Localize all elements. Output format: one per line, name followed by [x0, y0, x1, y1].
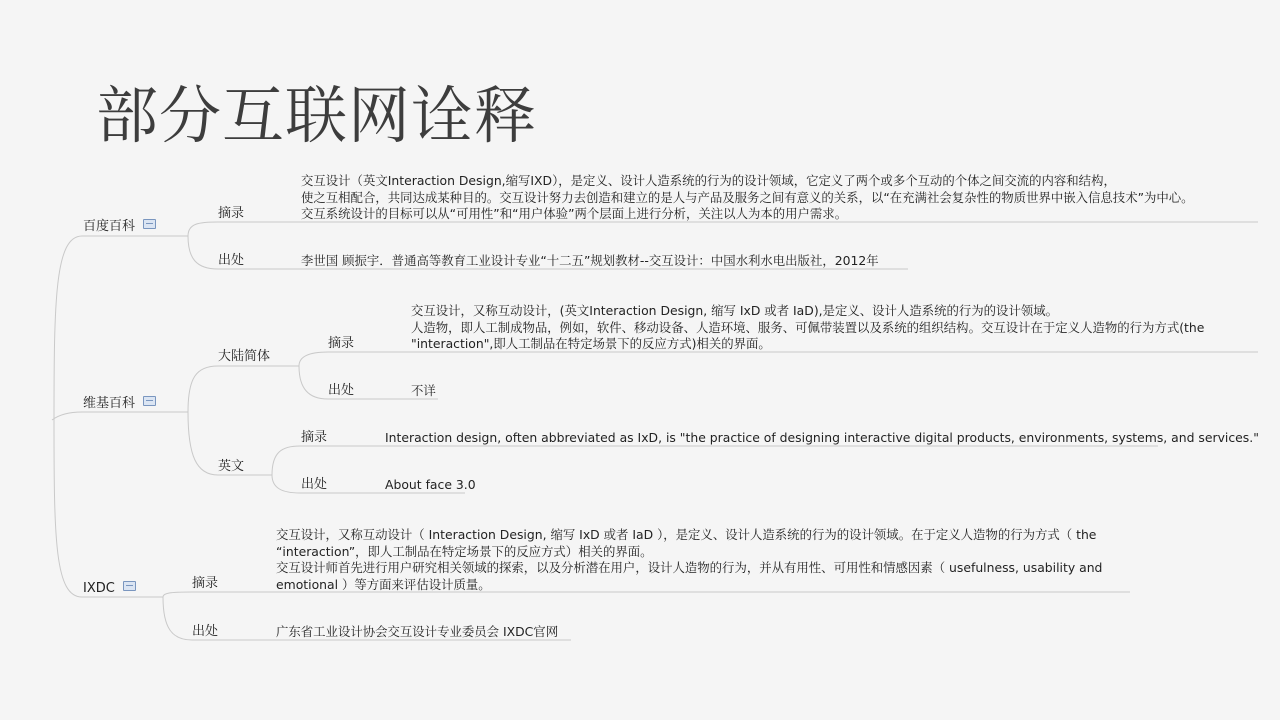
node-baidu-label: 百度百科 [83, 219, 136, 234]
connector-wiki-branch-top [188, 366, 218, 412]
node-ixdc-abstract[interactable]: 摘录 [192, 576, 219, 591]
connector-mainland-branch-top [299, 352, 328, 366]
connector-root-spine [54, 236, 82, 422]
mainland-abstract-line: 交互设计，又称互动设计，(英文Interaction Design, 缩写 IxD 或者 IaD),是定义、设计人造系统的行为的设计领域。 [411, 303, 1059, 318]
page-title: 部分互联网诠释 [96, 79, 538, 152]
node-english-source[interactable]: 出处 [301, 477, 328, 492]
baidu-abstract-line: 使之互相配合，共同达成某种目的。交互设计努力去创造和建立的是人与产品及服务之间有意义的关系，以“在充满社会复杂性的物质世界中嵌入信息技术”为中心。 [301, 189, 1194, 205]
connector-root-wiki [52, 412, 82, 420]
connector-wiki-branch-bottom [188, 412, 218, 475]
english-abstract-text: Interaction design, often abbreviated as IxD, is "the practice of designing interactive digital products, environments, systems, and services." [385, 430, 1259, 445]
ixdc-abstract-line: 交互设计师首先进行用户研究相关领域的探索，以及分析潜在用户，设计人造物的行为，并从有用性、可用性和情感因素（ usefulness, usability and [276, 560, 1103, 575]
baidu-source-text: 李世国 顾振宇．普通高等教育工业设计专业“十二五”规划教材--交互设计：中国水利水电出版社，2012年 [301, 253, 879, 268]
node-wiki-english[interactable]: 英文 [218, 459, 245, 474]
node-wiki-label: 维基百科 [83, 396, 136, 411]
mainland-source-text: 不详 [411, 383, 436, 398]
node-wiki-mainland[interactable]: 大陆简体 [218, 349, 271, 364]
mainland-abstract-line: "interaction",即人工制品在特定场景下的反应方式)相关的界面。 [411, 336, 771, 351]
ixdc-source-text: 广东省工业设计协会交互设计专业委员会 IXDC官网 [276, 624, 559, 639]
connector-ixdc-branch-bottom [163, 597, 192, 640]
mainland-abstract-line: 人造物，即人工制成物品，例如，软件、移动设备、人造环境、服务、可佩带装置以及系统的组织结构。交互设计在于定义人造物的行为方式(the [411, 319, 1205, 335]
note-icon[interactable] [143, 219, 156, 229]
connector-english-branch-top [272, 446, 300, 475]
ixdc-abstract-line: emotional ）等方面来评估设计质量。 [276, 576, 491, 592]
node-ixdc[interactable] [83, 581, 136, 597]
mainland-abstract-text [411, 303, 1204, 353]
node-ixdc-source[interactable]: 出处 [192, 624, 219, 639]
connector-root-spine-bottom [54, 422, 82, 597]
note-icon[interactable] [143, 396, 156, 406]
node-english-abstract[interactable]: 摘录 [301, 430, 328, 445]
node-baidu[interactable] [83, 219, 156, 235]
node-wiki[interactable] [83, 396, 156, 412]
english-source-text: About face 3.0 [385, 477, 476, 492]
node-baidu-source[interactable]: 出处 [218, 253, 245, 268]
node-mainland-source[interactable]: 出处 [328, 383, 355, 398]
ixdc-abstract-text [276, 527, 1102, 593]
node-mainland-abstract[interactable]: 摘录 [328, 336, 355, 351]
baidu-abstract-text [301, 173, 1194, 223]
note-icon[interactable] [123, 581, 136, 591]
connector-baidu-branch-bottom [188, 236, 218, 269]
connector-ixdc-branch-top [163, 592, 192, 597]
connector-baidu-branch-top [188, 222, 218, 236]
node-ixdc-label: IXDC [83, 581, 115, 596]
node-baidu-abstract[interactable]: 摘录 [218, 206, 245, 221]
baidu-abstract-line: 交互设计（英文Interaction Design,缩写IXD），是定义、设计人造系统的行为的设计领域，它定义了两个或多个互动的个体之间交流的内容和结构， [301, 173, 1116, 188]
ixdc-abstract-line: 交互设计，又称互动设计（ Interaction Design, 缩写 IxD 或者 IaD ），是定义、设计人造系统的行为的设计领域。在于定义人造物的行为方式（ the [276, 527, 1097, 542]
baidu-abstract-line: 交互系统设计的目标可以从“可用性”和“用户体验”两个层面上进行分析，关注以人为本的用户需求。 [301, 206, 848, 221]
connector-mainland-branch-bottom [299, 366, 328, 399]
ixdc-abstract-line: “interaction”，即人工制品在特定场景下的反应方式）相关的界面。 [276, 543, 653, 559]
connector-english-branch-bottom [272, 475, 300, 493]
